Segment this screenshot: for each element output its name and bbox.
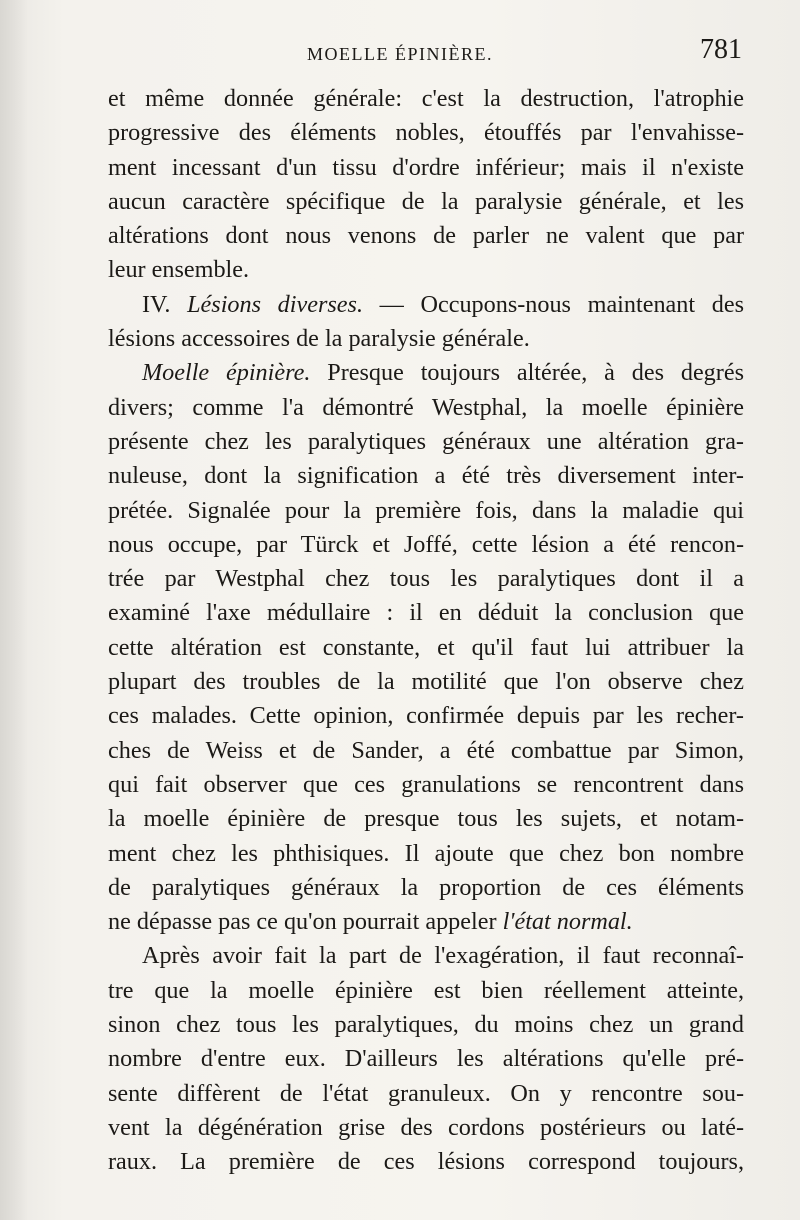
italic-term: l'état normal.	[502, 908, 633, 936]
text-line	[108, 356, 744, 390]
section-lesions-diverses	[108, 288, 744, 357]
text-line	[108, 905, 744, 939]
text-line: vent la dégénération grise des cordons postérieurs ou laté-	[108, 1113, 744, 1141]
running-title: MOELLE ÉPINIÈRE.	[307, 44, 493, 64]
text-line: altérations dont nous venons de parler ne valent que par	[108, 222, 744, 250]
section-text: — Occupons-nous maintenant des	[363, 290, 744, 318]
text-line: progressive des éléments nobles, étouffés par l'envahisse-	[108, 119, 744, 147]
page-number: 781	[700, 34, 742, 65]
text-line: sente diffèrent de l'état granuleux. On y rencontre sou-	[108, 1079, 744, 1107]
text-line: Après avoir fait la part de l'exagération, il faut reconnaî-	[142, 942, 744, 970]
text-line: tre que la moelle épinière est bien réellement atteinte,	[108, 976, 744, 1004]
text-segment: ne dépasse pas ce qu'on pourrait appeler	[108, 908, 503, 936]
text-line: examiné l'axe médullaire : il en déduit la conclusion que	[108, 599, 744, 627]
text-line: présente chez les paralytiques généraux une altération gra-	[108, 427, 744, 455]
paragraph-apres	[108, 939, 744, 1179]
text-line: ment incessant d'un tissu d'ordre inférieur; mais il n'existe	[108, 153, 744, 181]
text-line: qui fait observer que ces granulations se rencontrent dans	[108, 770, 744, 798]
text-line: ces malades. Cette opinion, confirmée depuis par les recher-	[108, 702, 744, 730]
text-line: leur ensemble.	[108, 256, 250, 284]
text-line: raux. La première de ces lésions correspond toujours,	[108, 1148, 744, 1176]
text-line	[108, 288, 744, 322]
subsection-text: Presque toujours altérée, à des degrés	[310, 359, 744, 387]
text-line: de paralytiques généraux la proportion de ces éléments	[108, 873, 744, 901]
body-text	[108, 82, 744, 1180]
text-line: sinon chez tous les paralytiques, du moins chez un grand	[108, 1011, 744, 1039]
text-line: nombre d'entre eux. D'ailleurs les altérations qu'elle pré-	[108, 1045, 744, 1073]
text-line: nous occupe, par Türck et Joffé, cette lésion a été rencon-	[108, 530, 744, 558]
binding-shadow	[0, 0, 28, 1220]
text-line: ment chez les phthisiques. Il ajoute que chez bon nombre	[108, 839, 744, 867]
paragraph-moelle-epiniere	[108, 356, 744, 939]
text-line: aucun caractère spécifique de la paralysie générale, et les	[108, 187, 744, 215]
subsection-heading: Moelle épinière.	[142, 359, 311, 387]
section-numeral: IV.	[142, 290, 171, 318]
text-line: la moelle épinière de presque tous les sujets, et notam-	[108, 805, 744, 833]
paragraph-continuation	[108, 82, 744, 288]
text-line: prétée. Signalée pour la première fois, dans la maladie qui	[108, 496, 744, 524]
text-line: trée par Westphal chez tous les paralytiques dont il a	[108, 565, 744, 593]
text-line: lésions accessoires de la paralysie générale.	[108, 325, 530, 353]
text-line: divers; comme l'a démontré Westphal, la moelle épinière	[108, 393, 744, 421]
text-line: nuleuse, dont la signification a été très diversement inter-	[108, 462, 744, 490]
text-line: plupart des troubles de la motilité que l'on observe chez	[108, 668, 744, 696]
text-line: ches de Weiss et de Sander, a été combattue par Simon,	[108, 736, 744, 764]
section-heading: Lésions diverses.	[187, 290, 363, 318]
text-line: et même donnée générale: c'est la destruction, l'atrophie	[108, 85, 744, 112]
text-line: cette altération est constante, et qu'il faut lui attribuer la	[108, 633, 744, 661]
